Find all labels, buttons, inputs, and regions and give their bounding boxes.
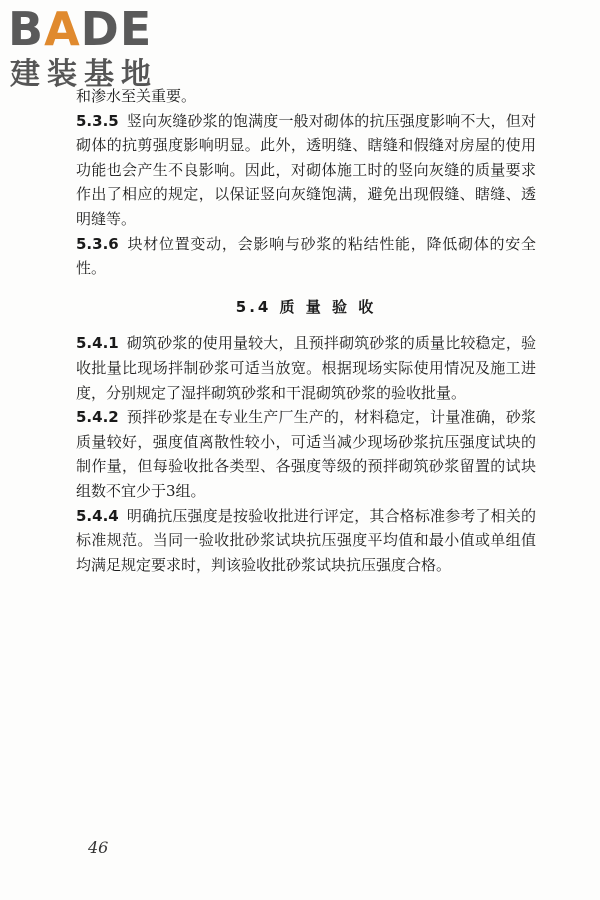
- brand-watermark-logo: [8, 4, 178, 92]
- clause-number: 5.4.4: [76, 506, 119, 525]
- brand-chinese-name: 建装基地: [10, 57, 158, 92]
- clause-number: 5.4.2: [76, 408, 119, 427]
- clause-text: 明确抗压强度是按验收批进行评定，其合格标准参考了相关的标准规范。当同一验收批砂浆试块抗压强度平均值和最小值或单组值均满足规定要求时，判该验收批砂浆试块抗压强度合格。: [76, 506, 536, 574]
- clause-5-4-4: [76, 504, 536, 578]
- page-number: 46: [88, 838, 109, 857]
- clause-5-3-5: [76, 109, 536, 232]
- document-body: [76, 84, 536, 577]
- clause-5-4-2: [76, 405, 536, 503]
- clause-5-4-1: [76, 331, 536, 405]
- clause-number: 5.4.1: [76, 334, 119, 353]
- clause-number: 5.3.6: [76, 234, 119, 253]
- clause-text: 竖向灰缝砂浆的饱满度一般对砌体的抗压强度影响不大，但对砌体的抗剪强度影响明显。此外，透明缝、瞎缝和假缝对房屋的使用功能也会产生不良影响。因此，对砌体施工时的竖向灰缝的质量要求作出了相应的规定，以保证竖向灰缝饱满，避免出现假缝、瞎缝、透明缝等。: [76, 111, 536, 228]
- clause-text: 块材位置变动，会影响与砂浆的粘结性能，降低砌体的安全性。: [76, 234, 536, 278]
- continued-paragraph-fragment: 和渗水至关重要。: [76, 87, 197, 105]
- clause-text: 砌筑砂浆的使用量较大，且预拌砌筑砂浆的质量比较稳定，验收批量比现场拌制砂浆可适当放宽。根据现场实际使用情况及施工进度，分别规定了湿拌砌筑砂浆和干混砌筑砂浆的验收批量。: [76, 334, 536, 402]
- clause-5-3-6: [76, 232, 536, 281]
- section-heading: 5.4 质 量 验 收: [235, 297, 377, 316]
- clause-number: 5.3.5: [76, 111, 119, 130]
- clause-text: 预拌砂浆是在专业生产厂生产的，材料稳定，计量准确，砂浆质量较好，强度值离散性较小，可适当减少现场砂浆抗压强度试块的制作量，但每验收批各类型、各强度等级的预拌砌筑砂浆留置的试块组数不宜少于3组。: [76, 408, 536, 500]
- brand-wordmark: BADE: [8, 2, 153, 56]
